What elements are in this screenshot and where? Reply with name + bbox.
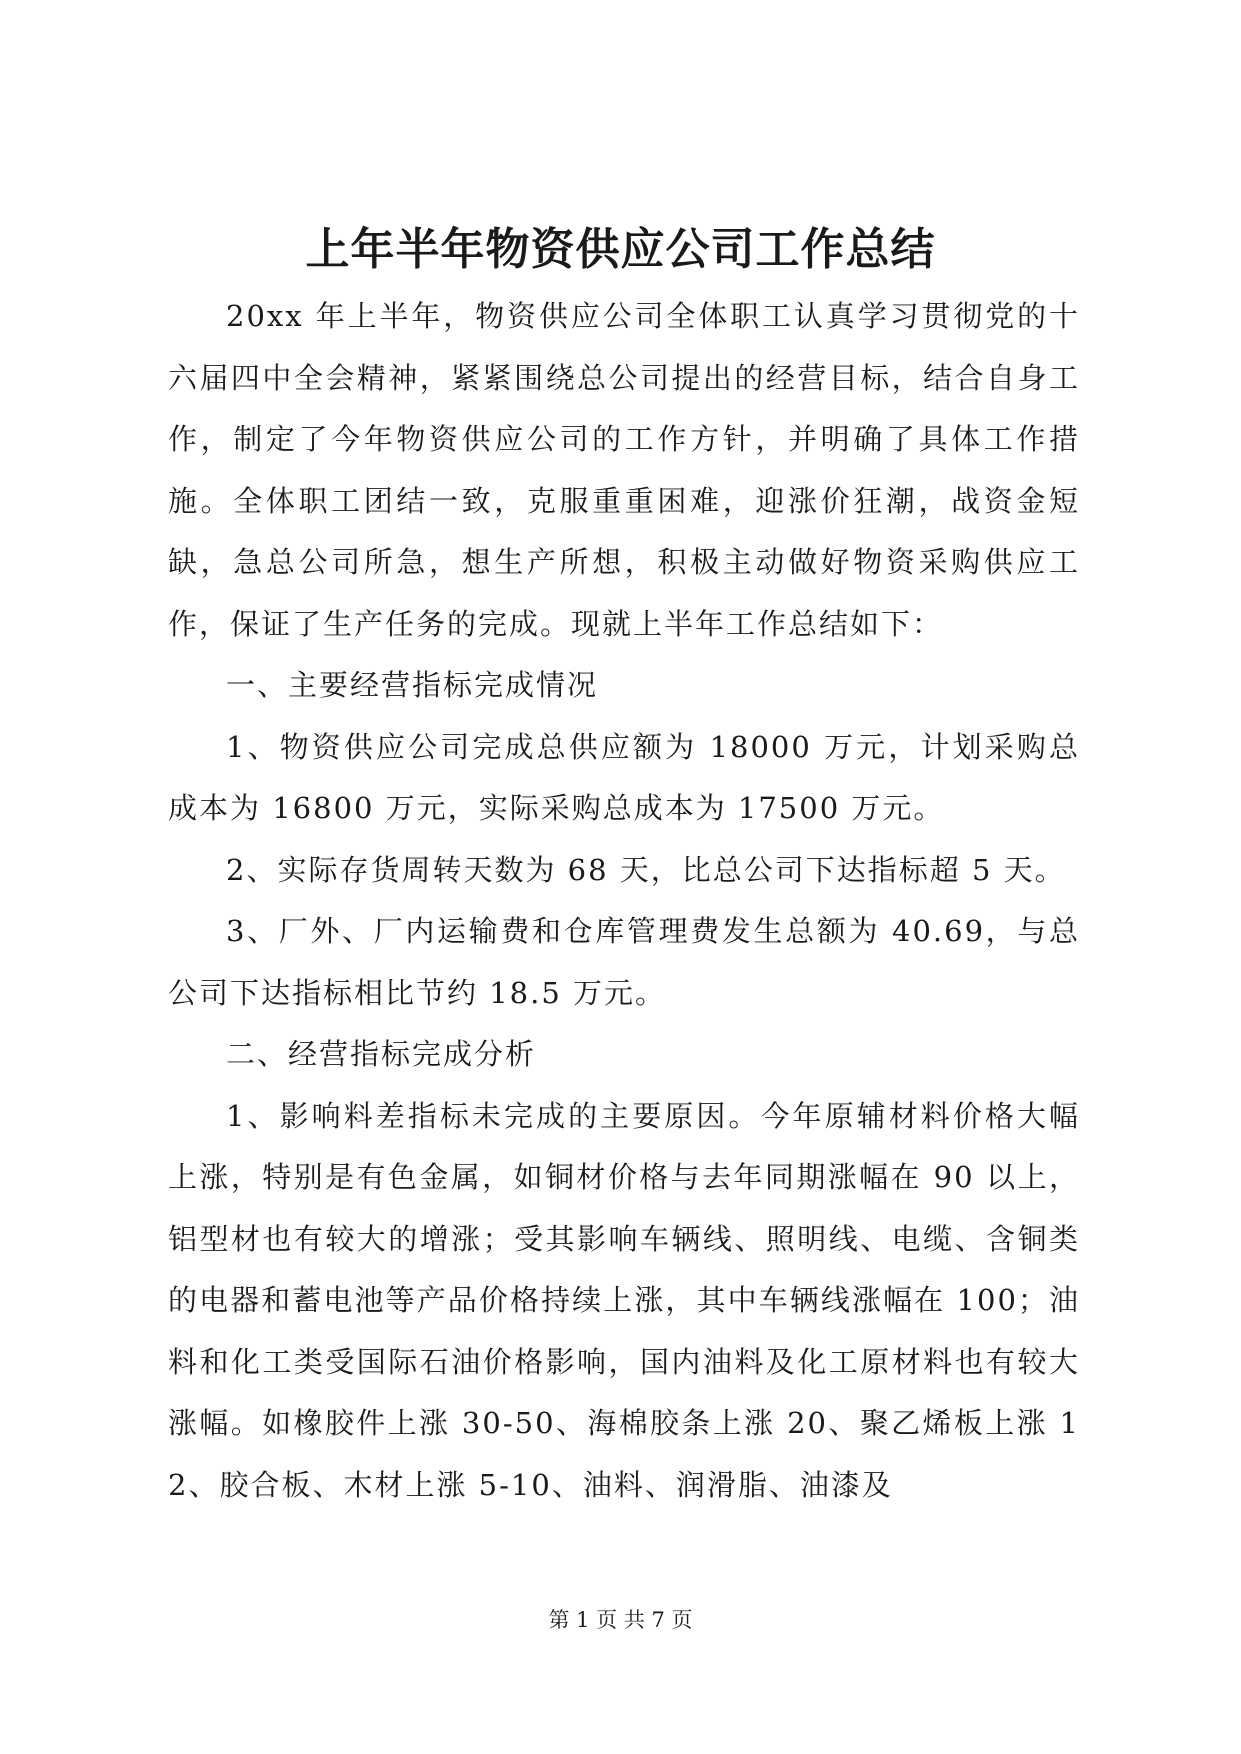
paragraph-item-3: 3、厂外、厂内运输费和仓库管理费发生总额为 40.69，与总公司下达指标相比节约 18.5 万元。 xyxy=(168,914,1080,1010)
document-title: 上年半年物资供应公司工作总结 xyxy=(305,224,936,275)
section-heading-1: 一、主要经营指标完成情况 xyxy=(226,668,599,702)
document-body xyxy=(168,286,1080,1516)
page-footer: 第 1 页 共 7 页 xyxy=(548,1608,693,1632)
paragraph-intro: 20xx 年上半年，物资供应公司全体职工认真学习贯彻党的十六届四中全会精神，紧紧围绕总公司提出的经营目标，结合自身工作，制定了今年物资供应公司的工作方针，并明确了具体工作措施。全体职工团结一致，克服重重困难，迎涨价狂潮，战资金短缺，急总公司所急，想生产所想，积极主动做好物资采购供应工作，保证了生产任务的完成。现就上半年工作总结如下： xyxy=(168,299,1080,641)
paragraph-item-2: 2、实际存货周转天数为 68 天，比总公司下达指标超 5 天。 xyxy=(226,852,1066,887)
paragraph-analysis-1: 1、影响料差指标未完成的主要原因。今年原辅材料价格大幅上涨，特别是有色金属，如铜材价格与去年同期涨幅在 90 以上，铝型材也有较大的增涨；受其影响车辆线、照明线、电缆、含铜类的电器和蓄电池等产品价格持续上涨，其中车辆线涨幅在 100；油料和化工类受国际石油价格影响，国内油料及化工原材料也有较大涨幅。如橡胶件上涨 30-50、海棉胶条上涨 20、聚乙烯板上涨 12、胶合板、木材上涨 5-10、油料、润滑脂、油漆及 xyxy=(168,1098,1080,1502)
paragraph-item-1: 1、物资供应公司完成总供应额为 18000 万元，计划采购总成本为 16800 万元，实际采购总成本为 17500 万元。 xyxy=(168,729,1080,825)
section-heading-2: 二、经营指标完成分析 xyxy=(226,1037,537,1071)
